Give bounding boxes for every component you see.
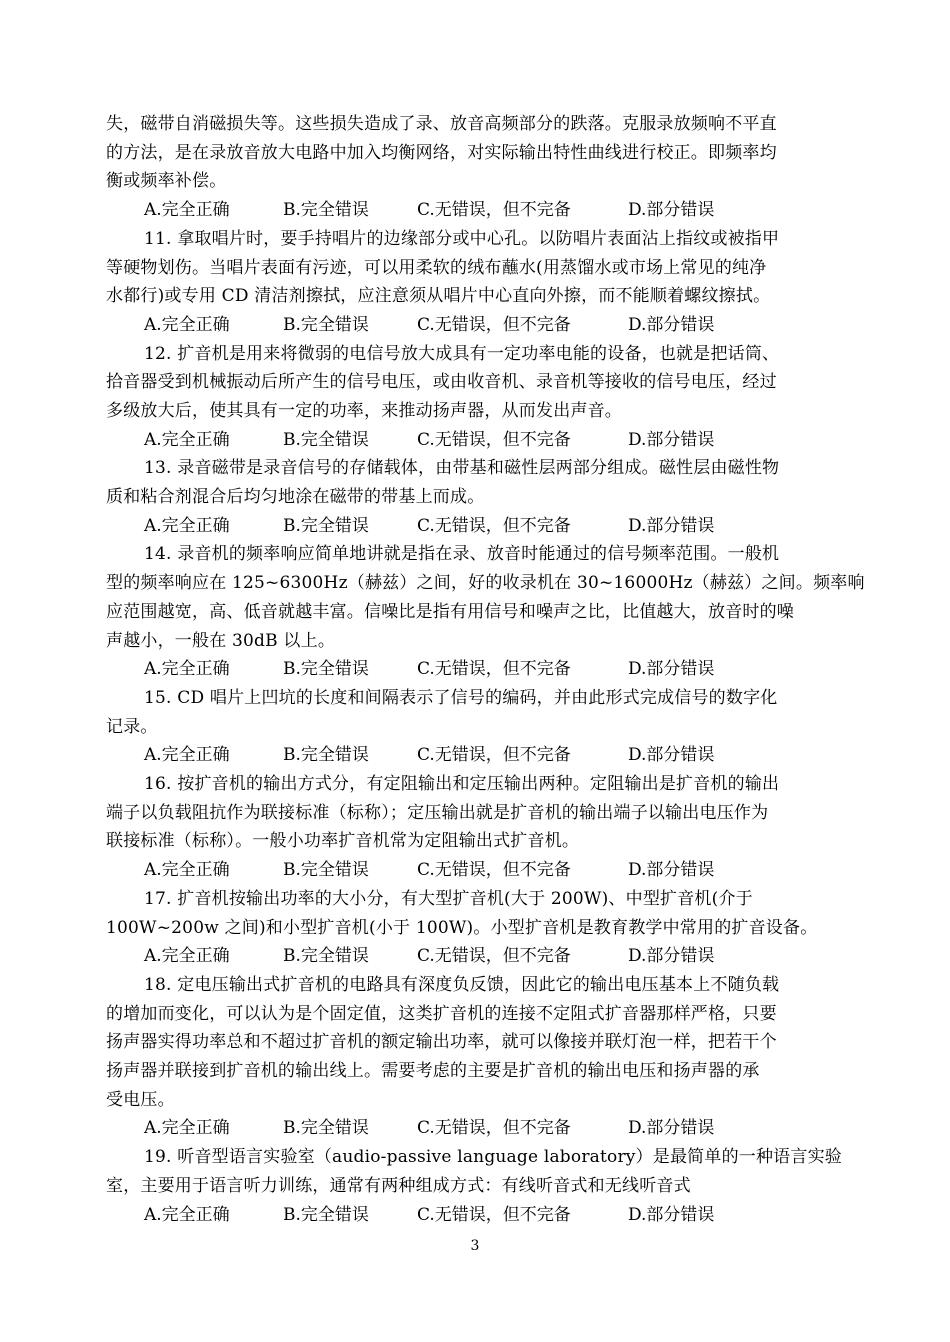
option-b: B.完全错误 xyxy=(283,745,369,766)
option-b: B.完全错误 xyxy=(283,515,369,536)
question-14 xyxy=(106,540,865,684)
text-line: 联接标准（标称）。一般小功率扩音机常为定阻输出式扩音机。 xyxy=(106,831,580,852)
text-line: 型的频率响应在 125~6300Hz（赫兹）之间，好的收录机在 30~16000Hz（赫兹）之间。频率响 xyxy=(106,573,865,594)
option-d: D.部分错误 xyxy=(628,429,715,450)
text-line: 拾音器受到机械振动后所产生的信号电压，或由收音机、录音机等接收的信号电压，经过 xyxy=(106,372,777,393)
answer-options xyxy=(106,741,848,770)
question-text xyxy=(106,110,848,196)
question-text xyxy=(106,340,848,426)
text-line: 19. 听音型语言实验室（audio-passive language laboratory）是最简单的一种语言实验 xyxy=(144,1147,842,1168)
option-b: B.完全错误 xyxy=(283,860,369,881)
text-line: 扬声器并联接到扩音机的输出线上。需要考虑的主要是扩音机的输出电压和扬声器的承 xyxy=(106,1061,760,1082)
text-line: 端子以负载阻抗作为联接标准（标称）；定压输出就是扩音机的输出端子以输出电压作为 xyxy=(106,802,769,823)
option-a: A.完全正确 xyxy=(144,745,230,766)
option-a: A.完全正确 xyxy=(144,860,230,881)
answer-options xyxy=(106,856,848,885)
option-d: D.部分错误 xyxy=(628,515,715,536)
option-b: B.完全错误 xyxy=(283,1118,369,1139)
option-a: A.完全正确 xyxy=(144,515,230,536)
text-line: 18. 定电压输出式扩音机的电路具有深度负反馈，因此它的输出电压基本上不随负载 xyxy=(144,974,780,995)
answer-options xyxy=(106,1201,848,1230)
option-b: B.完全错误 xyxy=(283,659,369,680)
text-line: 声越小，一般在 30dB 以上。 xyxy=(106,630,336,651)
text-line: 14. 录音机的频率响应简单地讲就是指在录、放音时能通过的信号频率范围。一般机 xyxy=(144,544,780,565)
option-c: C.无错误，但不完备 xyxy=(417,200,571,221)
text-line: 室，主要用于语言听力训练，通常有两种组成方式：有线听音式和无线听音式 xyxy=(106,1175,691,1196)
question-list xyxy=(106,110,865,1229)
answer-options xyxy=(106,655,848,684)
option-a: A.完全正确 xyxy=(144,314,230,335)
text-line: 记录。 xyxy=(106,716,158,737)
text-line: 扬声器实得功率总和不超过扩音机的额定输出功率，就可以像接并联灯泡一样，把若干个 xyxy=(106,1032,777,1053)
text-line: 11. 拿取唱片时，要手持唱片的边缘部分或中心孔。以防唱片表面沾上指纹或被指甲 xyxy=(144,228,780,249)
question-17 xyxy=(106,885,848,971)
text-line: 衡或频率补偿。 xyxy=(106,171,227,192)
option-b: B.完全错误 xyxy=(283,200,369,221)
option-c: C.无错误，但不完备 xyxy=(417,314,571,335)
option-a: A.完全正确 xyxy=(144,200,230,221)
option-c: C.无错误，但不完备 xyxy=(417,1118,571,1139)
option-c: C.无错误，但不完备 xyxy=(417,1204,571,1225)
question-text xyxy=(106,1143,848,1200)
question-19 xyxy=(106,1143,848,1229)
question-text xyxy=(106,540,865,655)
option-d: D.部分错误 xyxy=(628,946,715,967)
text-line: 的方法，是在录放音放大电路中加入均衡网络，对实际输出特性曲线进行校正。即频率均 xyxy=(106,142,777,163)
text-line: 失，磁带自消磁损失等。这些损失造成了录、放音高频部分的跌落。克服录放频响不平直 xyxy=(106,114,777,134)
option-a: A.完全正确 xyxy=(144,1118,230,1139)
text-line: 12. 扩音机是用来将微弱的电信号放大成具有一定功率电能的设备，也就是把话筒、 xyxy=(144,343,780,364)
question-text xyxy=(106,225,848,311)
option-a: A.完全正确 xyxy=(144,429,230,450)
question-text xyxy=(106,454,848,511)
page-number: 3 xyxy=(470,1238,480,1254)
text-line: 应范围越宽，高、低音就越丰富。信噪比是指有用信号和噪声之比，比值越大，放音时的噪 xyxy=(106,601,794,622)
option-d: D.部分错误 xyxy=(628,659,715,680)
answer-options xyxy=(106,196,848,225)
text-line: 多级放大后，使其具有一定的功率，来推动扬声器，从而发出声音。 xyxy=(106,401,622,421)
question-10-continuation xyxy=(106,110,848,225)
answer-options xyxy=(106,1114,848,1143)
option-c: C.无错误，但不完备 xyxy=(417,946,571,967)
text-line: 受电压。 xyxy=(106,1089,175,1110)
option-d: D.部分错误 xyxy=(628,745,715,766)
question-16 xyxy=(106,770,848,885)
option-c: C.无错误，但不完备 xyxy=(417,515,571,536)
text-line: 16. 按扩音机的输出方式分，有定阻输出和定压输出两种。定阻输出是扩音机的输出 xyxy=(144,774,780,795)
text-line: 的增加而变化，可以认为是个固定值，这类扩音机的连接不定阻式扩音器那样严格，只要 xyxy=(106,1003,777,1024)
option-c: C.无错误，但不完备 xyxy=(417,429,571,450)
option-b: B.完全错误 xyxy=(283,1204,369,1225)
text-line: 质和粘合剂混合后均匀地涂在磁带的带基上而成。 xyxy=(106,487,485,508)
option-d: D.部分错误 xyxy=(628,860,715,881)
question-text xyxy=(106,971,848,1115)
question-18 xyxy=(106,971,848,1143)
option-a: A.完全正确 xyxy=(144,946,230,967)
answer-options xyxy=(106,311,848,340)
answer-options xyxy=(106,942,848,971)
option-d: D.部分错误 xyxy=(628,314,715,335)
option-a: A.完全正确 xyxy=(144,659,230,680)
text-line: 等硬物划伤。当唱片表面有污迹，可以用柔软的绒布蘸水(用蒸馏水或市场上常见的纯净 xyxy=(106,257,767,278)
option-d: D.部分错误 xyxy=(628,200,715,221)
option-b: B.完全错误 xyxy=(283,946,369,967)
option-d: D.部分错误 xyxy=(628,1204,715,1225)
option-c: C.无错误，但不完备 xyxy=(417,745,571,766)
option-c: C.无错误，但不完备 xyxy=(417,659,571,680)
text-line: 17. 扩音机按输出功率的大小分，有大型扩音机(大于 200W)、中型扩音机(介于 xyxy=(144,888,753,909)
option-b: B.完全错误 xyxy=(283,429,369,450)
option-b: B.完全错误 xyxy=(283,314,369,335)
question-12 xyxy=(106,340,848,455)
question-text xyxy=(106,770,848,856)
question-11 xyxy=(106,225,848,340)
question-text xyxy=(106,885,848,942)
question-13 xyxy=(106,454,848,540)
text-line: 100W~200w 之间)和小型扩音机(小于 100W)。小型扩音机是教育教学中常用的扩音设备。 xyxy=(106,917,818,938)
text-line: 13. 录音磁带是录音信号的存储载体，由带基和磁性层两部分组成。磁性层由磁性物 xyxy=(144,458,780,479)
option-a: A.完全正确 xyxy=(144,1204,230,1225)
question-15 xyxy=(106,684,848,770)
option-d: D.部分错误 xyxy=(628,1118,715,1139)
answer-options xyxy=(106,512,848,541)
text-line: 水都行)或专用 CD 清洁剂擦拭，应注意须从唱片中心直向外擦，而不能顺着螺纹擦拭。 xyxy=(106,286,771,307)
text-line: 15. CD 唱片上凹坑的长度和间隔表示了信号的编码，并由此形式完成信号的数字化 xyxy=(144,687,778,708)
question-text xyxy=(106,684,848,741)
option-c: C.无错误，但不完备 xyxy=(417,860,571,881)
answer-options xyxy=(106,426,848,455)
